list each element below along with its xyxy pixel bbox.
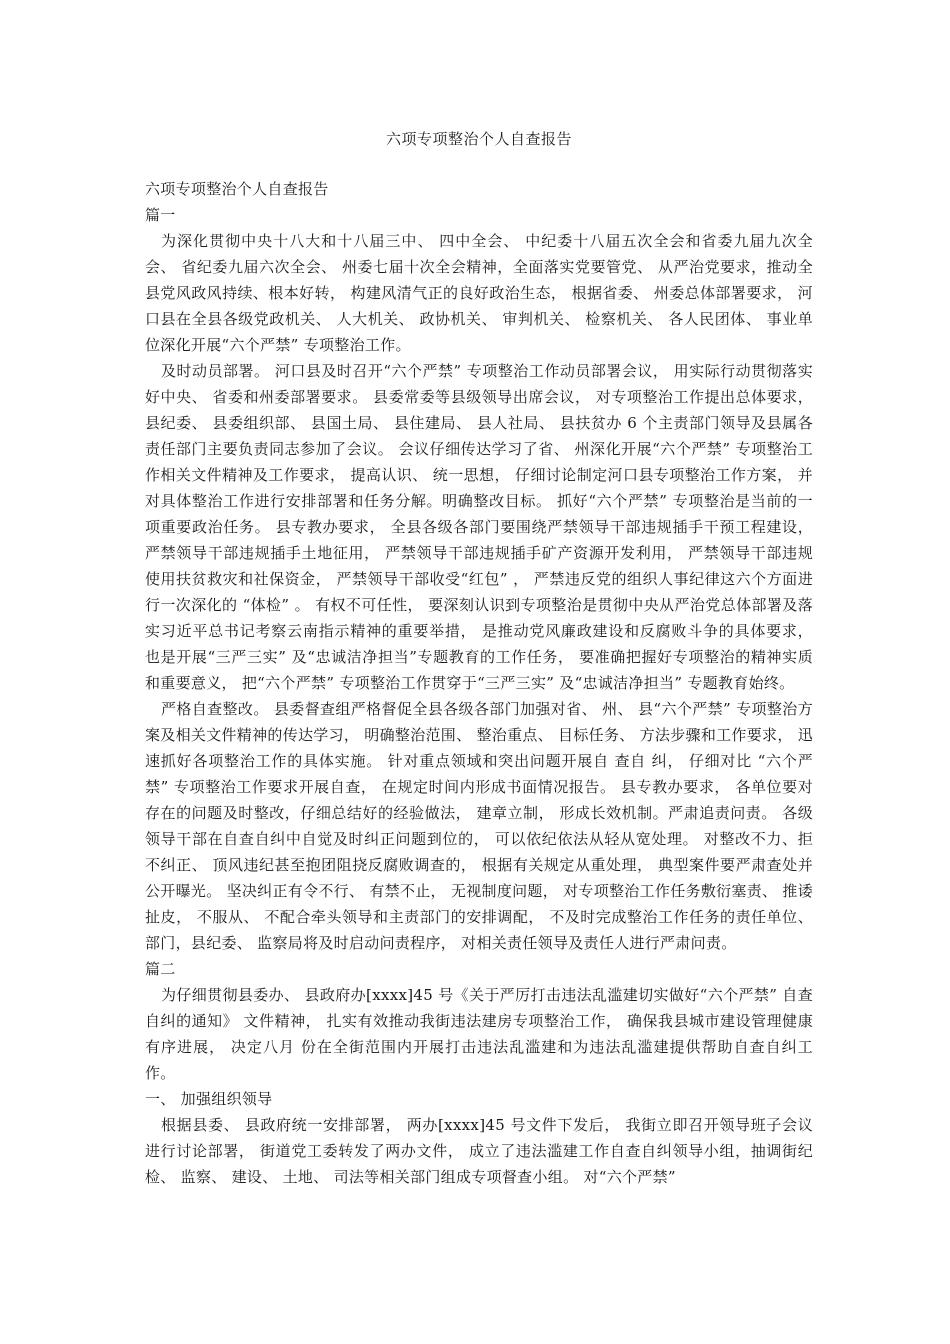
section-label-2: 篇二	[145, 960, 176, 978]
section-label-1: 篇一	[145, 206, 176, 224]
paragraph-1: 为深化贯彻中央十八大和十八届三中、 四中全会、 中纪委十八届五次全会和省委九届九次全会、 省纪委九届六次全会、 州委七届十次全会精神，全面落实党要管党、 从严治党要求，推动全县党风政风持续、根本好转， 构建风清气正的良好政治生态， 根据省委、 州委总体部署要求， 河口县在全县各级党政机关、 人大机关、 政协机关、 审判机关、 检察机关、 各人民团体、 事业单位深化开展“六个严禁” 专项整治工作。	[145, 232, 813, 354]
document-body	[145, 176, 813, 1190]
paragraph-5: 根据县委、 县政府统一安排部署， 两办[xxxx]45 号文件下发后， 我街立即召开领导班子会议进行讨论部署， 街道党工委转发了两办文件， 成立了违法滥建工作自查自纠领导小组，抽调街纪检、 监察、 建设、 土地、 司法等相关部门组成专项督查小组。 对“六个严禁”	[145, 1116, 813, 1186]
paragraph-4: 为仔细贯彻县委办、 县政府办[xxxx]45 号《关于严厉打击违法乱滥建切实做好“六个严禁” 自查自纠的通知》 文件精神， 扎实有效推动我街违法建房专项整治工作， 确保我县城市建设管理健康有序进展， 决定八月 份在全街范围内开展打击违法乱滥建和为违法乱滥建提供帮助自查自纠工作。	[145, 986, 813, 1082]
heading-organization: 一、 加强组织领导	[145, 1090, 273, 1108]
paragraph-3: 严格自查整改。 县委督查组严格督促全县各级各部门加强对省、 州、 县“六个严禁” 专项整治方案及相关文件精神的传达学习， 明确整治范围、 整治重点、 目标任务、 方法步骤和工作要求， 迅速抓好各项整治工作的具体实施。 针对重点领域和突出问题开展自 查自 纠， 仔细对比 “六个严禁” 专项整治工作要求开展自查， 在规定时间内形成书面情况报告。 县专教办要求， 各单位要对存在的问题及时整改，仔细总结好的经验做法， 建章立制， 形成长效机制。严肃追责问责。 各级领导干部在自查自纠中自觉及时纠正问题到位的， 可以依纪依法从轻从宽处理。 对整改不力、拒不纠正、 顶风违纪甚至抱团阻挠反腐败调查的， 根据有关规定从重处理， 典型案件要严肃查处并公开曝光。 坚决纠正有令不行、 有禁不止， 无视制度问题， 对专项整治工作任务敷衍塞责、 推诿扯皮， 不服从、 不配合牵头领导和主责部门的安排调配， 不及时完成整治工作任务的责任单位、 部门，县纪委、 监察局将及时启动问责程序， 对相关责任领导及责任人进行严肃问责。	[145, 700, 813, 952]
document-subtitle: 六项专项整治个人自查报告	[145, 180, 329, 198]
document-title: 六项专项整治个人自查报告	[385, 130, 572, 148]
paragraph-2: 及时动员部署。 河口县及时召开“六个严禁” 专项整治工作动员部署会议， 用实际行动贯彻落实好中央、 省委和州委部署要求。 县委常委等县级领导出席会议， 对专项整治工作提出总体要求， 县纪委、 县委组织部、 县国土局、 县住建局、 县人社局、 县扶贫办 6 个主责部门领导及县属各责任部门主要负责同志参加了会议。 会议仔细传达学习了省、 州深化开展“六个严禁” 专项整治工作相关文件精神及工作要求， 提高认识、 统一思想， 仔细讨论制定河口县专项整治工作方案， 并对具体整治工作进行安排部署和任务分解。明确整改目标。 抓好“六个严禁” 专项整治是当前的一项重要政治任务。 县专教办要求， 全县各级各部门要围绕严禁领导干部违规插手干预工程建设， 严禁领导干部违规插手土地征用， 严禁领导干部违规插手矿产资源开发利用， 严禁领导干部违规使用扶贫救灾和社保资金， 严禁领导干部收受“红包” ， 严禁违反党的组织人事纪律这六个方面进行一次深化的 “体检” 。 有权不可任性， 要深刻认识到专项整治是贯彻中央从严治党总体部署及落实习近平总书记考察云南指示精神的重要举措， 是推动党风廉政建设和反腐败斗争的具体要求， 也是开展“三严三实” 及“忠诚洁净担当”专题教育的工作任务， 要准确把握好专项整治的精神实质和重要意义， 把“六个严禁” 专项整治工作贯穿于“三严三实” 及“忠诚洁净担当” 专题教育始终。	[145, 362, 813, 692]
